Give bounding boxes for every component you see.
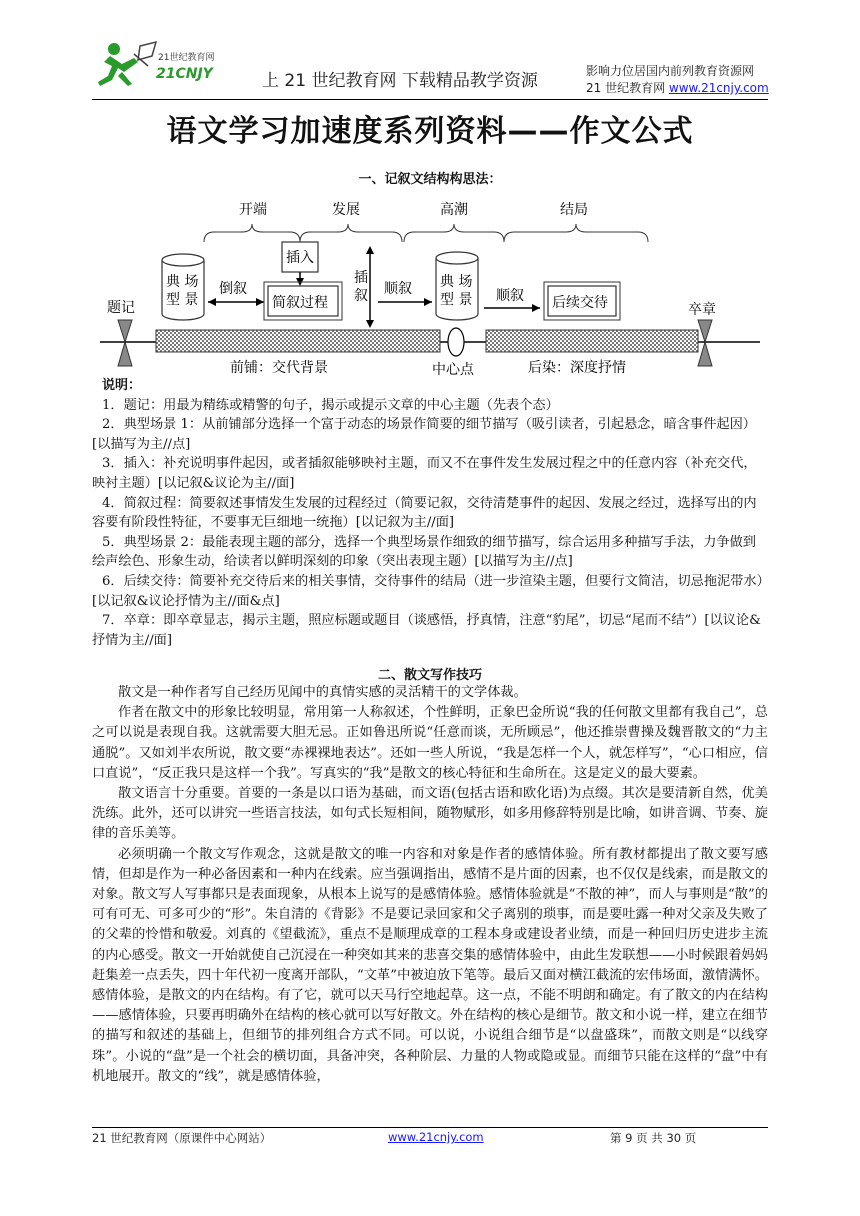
paragraph: 散文是一种作者写自己经历见闻中的真情实感的灵活精干的文学体裁。 xyxy=(118,685,527,700)
shunxu-label: 顺叙 xyxy=(496,288,524,304)
header-rule xyxy=(92,99,768,100)
paragraph: 散文语言十分重要。首要的一条是以口语为基础，而文语(包括古语和欧化语)为点缀。其次是要清新自然，优美洗练。此外，还可以讲究一些语言技法，如句式长短相间，随物赋形，如多用修辞特别是比喻，如讲音调、节奏、旋律的音乐美等。 xyxy=(92,786,768,842)
section1-notes xyxy=(92,376,768,650)
footer-site: 21 世纪教育网（原课件中心网站） xyxy=(92,1131,272,1145)
note-item: 3．插入：补充说明事件起因，或者插叙能够映衬主题，而又不在事件发生发展过程之中的任意内容（补充交代，映衬主题）[以记叙&议论为主//面] xyxy=(92,456,757,491)
svg-text:型 景: 型 景 xyxy=(166,292,199,308)
notes-lead: 说明： xyxy=(102,378,142,393)
page-number: 第 9 页 共 30 页 xyxy=(610,1131,697,1145)
svg-text:21世纪教育网: 21世纪教育网 xyxy=(158,53,215,63)
header-tagline: 上 21 世纪教育网 下载精品教学资源 xyxy=(262,71,538,91)
brace xyxy=(504,224,648,242)
houran-label: 后染：深度抒情 xyxy=(528,360,626,376)
section2-heading: 二、散文写作技巧 xyxy=(377,668,482,683)
svg-text:型 景: 型 景 xyxy=(440,292,473,308)
header-site-line xyxy=(586,80,769,97)
stage-label: 开端 xyxy=(239,202,267,218)
zuzhang-marker xyxy=(698,320,712,366)
svg-text:典 场: 典 场 xyxy=(166,274,199,290)
note-item: 1．题记：用最为精练或精警的句子，揭示或提示文章的中心主题（先表个态） xyxy=(102,397,559,413)
header-right-info xyxy=(586,63,769,97)
stage-label: 高潮 xyxy=(440,202,468,218)
svg-text:典 场: 典 场 xyxy=(440,274,473,290)
qianpu-bar xyxy=(156,330,440,352)
chaxu-label: 叙 xyxy=(354,288,368,304)
brace xyxy=(204,224,300,242)
narrative-structure-diagram xyxy=(92,190,768,390)
jianxu-label: 简叙过程 xyxy=(272,295,328,311)
footer-link-wrap xyxy=(388,1130,484,1144)
note-item: 6．后续交待：简要补充交待后来的相关事情，交待事件的结局（进一步渲染主题，但要行文简洁，切忌拖泥带水）[以记叙&议论抒情为主//面&点] xyxy=(92,573,764,609)
section2-body xyxy=(92,683,768,1087)
qianpu-label: 前铺：交代背景 xyxy=(230,360,328,376)
note-item: 2．典型场景 1：从前铺部分选择一个富于动态的场景作简要的细节描写（吸引读者，引起悬念，暗含事件起因）[以描写为主//点] xyxy=(92,417,756,452)
zuzhang-label: 卒章 xyxy=(688,302,716,318)
brace xyxy=(404,224,504,242)
chaxu-label: 插 xyxy=(354,270,368,286)
header-slogan: 影响力位居国内前列教育资源网 xyxy=(586,64,755,78)
houxu-label: 后续交待 xyxy=(552,295,608,311)
daoxu-label: 倒叙 xyxy=(219,281,247,297)
header-site-link[interactable]: www.21cnjy.com xyxy=(668,81,769,95)
svg-text:21CNJY: 21CNJY xyxy=(156,66,213,82)
header-site-name: 21 世纪教育网 xyxy=(586,81,669,95)
tiji-label: 题记 xyxy=(107,300,135,316)
tiji-marker xyxy=(118,320,132,366)
houran-bar xyxy=(486,330,698,352)
note-item: 5．典型场景 2：最能表现主题的部分，选择一个典型场景作细致的细节描写，综合运用多种描写手法，力争做到绘声绘色、形象生动，给读者以鲜明深刻的印象（突出表现主题）[以描写为主//点] xyxy=(92,534,756,570)
stage-label: 结局 xyxy=(560,202,588,218)
center-label: 中心点 xyxy=(432,362,474,378)
document-title: 语文学习加速度系列资料——作文公式 xyxy=(166,114,694,149)
shunxu-label: 顺叙 xyxy=(384,281,412,297)
site-logo xyxy=(92,40,262,94)
paragraph: 作者在散文中的形象比较明显，常用第一人称叙述，个性鲜明，正象巴金所说“我的任何散文里都有我自己”，总之可以说是表现自我。这就需要大胆无忌。正如鲁迅所说“任意而谈，无所顾忌”，他还推崇曹操及魏晋散文的“力主通脱”。又如刘半农所说，散文要“赤裸裸地表达”。还如一些人所说，“我是怎样一个人，就怎样写”，“心口相应，信口直说”，“反正我只是这样一个我”。写真实的“我”是散文的核心特征和生命所在。这是定义的最大要素。 xyxy=(92,705,768,781)
cylinder-scene-1 xyxy=(162,254,204,320)
center-point xyxy=(448,328,464,356)
footer-rule xyxy=(92,1127,768,1128)
brace xyxy=(300,224,402,242)
insert-label: 插入 xyxy=(286,250,314,266)
footer-site-link[interactable]: www.21cnjy.com xyxy=(388,1130,484,1144)
section1-heading: 一、记叙文结构构思法： xyxy=(358,172,502,187)
note-item: 7．卒章：即卒章显志，揭示主题，照应标题或题目（谈感悟，抒真情，注意“豹尾”，切忌“尾而不结”）[以议论&抒情为主//面] xyxy=(92,613,761,648)
note-item: 4．简叙过程：简要叙述事情发生发展的过程经过（简要记叙，交待清楚事件的起因、发展之经过，选择写出的内容要有阶段性特征，不要事无巨细地一统拖）[以记叙为主//面] xyxy=(92,495,757,531)
stage-label: 发展 xyxy=(332,202,360,218)
paragraph: 必须明确一个散文写作观念，这就是散文的唯一内容和对象是作者的感情体验。所有教材都提出了散文要写感情，但却是作为一种必备因素和一种内在线索。应当强调指出，感情不是片面的因素，也不仅仅是线索，而是散文的对象。散文写人写事都只是表面现象，从根本上说写的是感情体验。感情体验就是“不散的神”，而人与事则是“散”的可有可无、可多可少的“形”。朱自清的《背影》不是要记录回家和父子离别的琐事，而是要吐露一种对父亲及失败了的父辈的怜惜和敬爱。刘真的《望截流》，重点不是顺理成章的工程本身或建设者业绩，而是一种回归历史进步主流的内心感受。散文一开始就使自己沉浸在一种突如其来的悲喜交集的感情体验中，由此生发联想——小时候跟着妈妈赶集差一点丢失，四十年代初一度离开部队，“文革”中被迫放下笔等。最后又面对横江截流的宏伟场面，激情满怀。感情体验，是散文的内在结构。有了它，就可以天马行空地起草。这一点，不能不明朗和确定。有了散文的内在结构——感情体验，只要再明确外在结构的核心就可以写好散文。外在结构的核心是细节。散文和小说一样，建立在细节的描写和叙述的基础上，但细节的排列组合方式不同。可以说，小说组合细节是“以盘盛珠”，而散文则是“以线穿珠”。小说的“盘”是一个社会的横切面，具备冲突，各种阶层、力量的人物或隐或显。而细节只能在这样的“盘”中有机地展开。散文的“线”，就是感情体验， xyxy=(92,846,768,1084)
cylinder-scene-2 xyxy=(436,252,478,320)
